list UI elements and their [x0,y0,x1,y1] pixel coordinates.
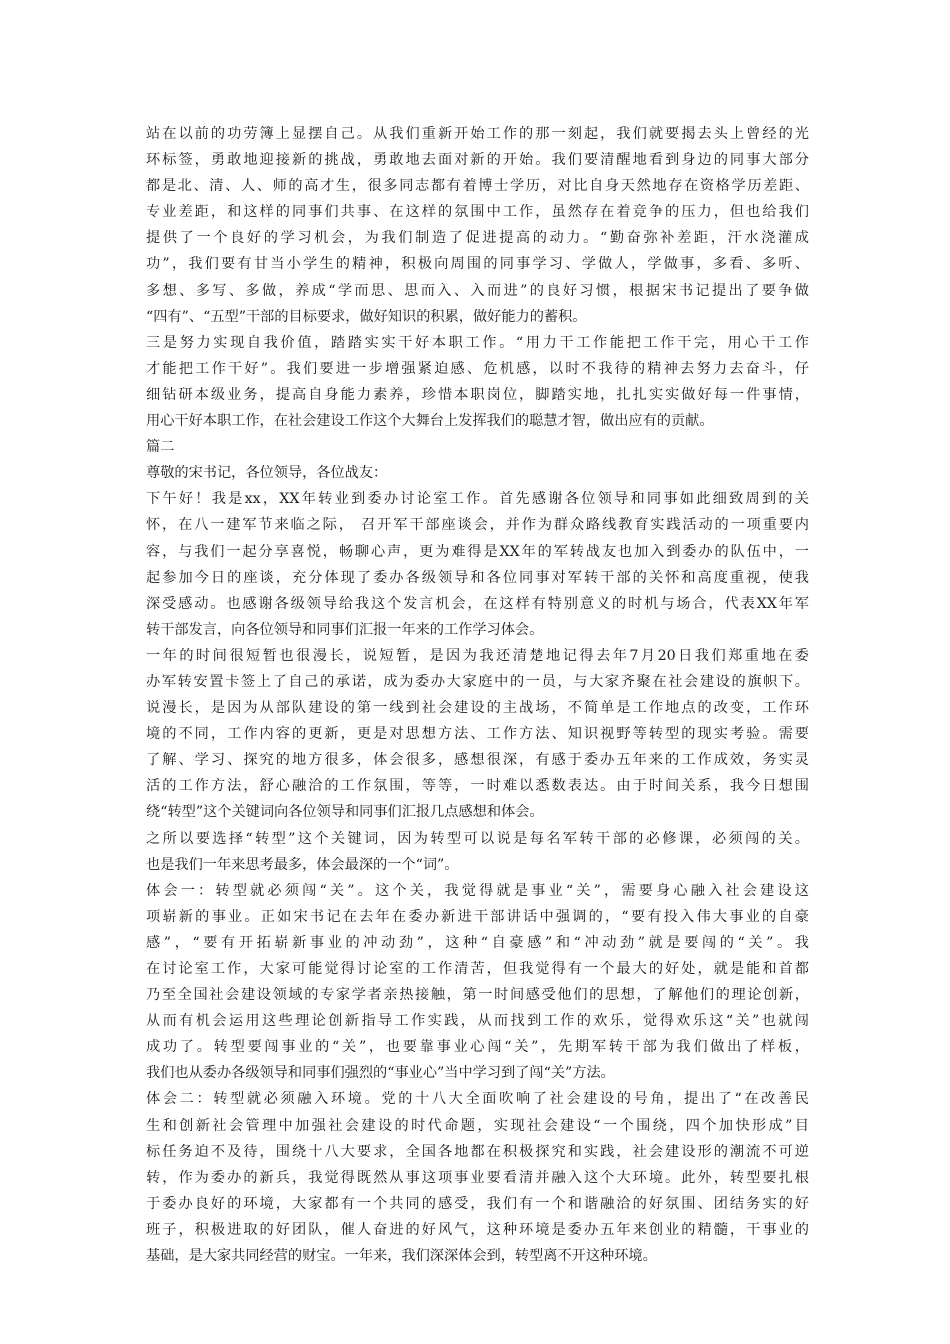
text-line: 尊敬的宋书记，各位领导，各位战友： [146,465,388,482]
text-line: 环标签，勇敢地迎接新的挑战，勇敢地去面对新的开始。我们要清醒地看到身边的同事大部分 [146,152,809,169]
text-line: 下午好！我是xx，XX年转业到委办讨论室工作。首先感谢各位领导和同事如此细致周到的关 [146,491,809,508]
text-line: 之所以要选择“转型”这个关键词，因为转型可以说是每名军转干部的必修课，必须闯的关。 [146,830,809,847]
document-body [146,121,809,1269]
text-line: 提供了一个良好的学习机会，为我们制造了促进提高的动力。“勤奋弥补差距，汗水浇灌成 [146,230,809,247]
text-line: 了解、学习、探究的地方很多，体会很多，感想很深，有感于委办五年来的工作成效，务实灵 [146,752,809,769]
text-line: 在讨论室工作，大家可能觉得讨论室的工作清苦，但我觉得有一个最大的好处，就是能和首都 [146,961,809,977]
text-line: 起参加今日的座谈，充分体现了委办各级领导和各位同事对军转干部的关怀和高度重视，使我 [146,569,809,586]
text-line: 三是努力实现自我价值，踏踏实实干好本职工作。“用力干工作能把工作干完，用心干工作 [146,334,809,351]
text-line: 标任务迫不及待，围绕十八大要求，全国各地都在积极探究和实践，社会建设形的潮流不可逆 [146,1143,809,1160]
text-line: 怀，在八一建军节来临之际， 召开军干部座谈会，并作为群众路线教育实践活动的一项重要内 [146,517,809,534]
text-line: 活的工作方法，舒心融洽的工作氛围，等等，一时难以悉数表达。由于时间关系，我今日想围 [146,778,809,795]
text-line: 从而有机会运用这些理论创新指导工作实践，从而找到工作的欢乐，觉得欢乐这“关”也就闯 [146,1013,809,1030]
text-line: 才能把工作干好”。我们要进一步增强紧迫感、危机感，以时不我待的精神去努力去奋斗，仔 [146,360,809,377]
text-line: 一年的时间很短暂也很漫长，说短暂，是因为我还清楚地记得去年7月20日我们郑重地在委 [146,647,809,664]
text-line: 生和创新社会管理中加强社会建设的时代命题，实现社会建设“一个围绕，四个加快形成”目 [146,1117,809,1134]
text-line: 项崭新的事业。正如宋书记在去年在委办新进干部讲话中强调的，“要有投入伟大事业的自豪 [146,908,809,925]
text-line: 办军转安置卡签上了自己的承诺，成为委办大家庭中的一员，与大家齐聚在社会建设的旗帜下。 [146,673,809,690]
text-line: 基础，是大家共同经营的财宝。一年来，我们深深体会到，转型离不开这种环境。 [146,1248,657,1265]
text-line: 转，作为委办的新兵，我觉得既然从事这项事业要看清并融入这个大环境。此外，转型要扎根 [146,1169,809,1186]
text-line: 站在以前的功劳簿上显摆自己。从我们重新开始工作的那一刻起，我们就要揭去头上曾经的光 [146,126,809,142]
text-line: “四有”、“五型”干部的目标要求，做好知识的积累，做好能力的蓄积。 [146,308,587,325]
text-line: 也是我们一年来思考最多，体会最深的一个“词”。 [146,856,459,873]
text-line: 深受感动。也感谢各级领导给我这个发言机会，在这样有特别意义的时机与场合，代表XX年军 [146,595,809,612]
text-line: 体会一：转型就必须闯“关”。这个关，我觉得就是事业“关”，需要身心融入社会建设这 [146,882,809,899]
text-line: 成功了。转型要闯事业的“关”，也要靠事业心闯“关”，先期军转干部为我们做出了样板， [146,1039,809,1056]
text-line: 乃至全国社会建设领域的专家学者亲热接触，第一时间感受他们的思想，了解他们的理论创新， [146,987,809,1004]
text-line: 说漫长，是因为从部队建设的第一线到社会建设的主战场，不简单是工作地点的改变，工作环 [146,700,809,717]
text-line: 容，与我们一起分享喜悦，畅聊心声，更为难得是XX年的军转战友也加入到委办的队伍中，一 [146,543,809,560]
text-line: 用心干好本职工作，在社会建设工作这个大舞台上发挥我们的聪慧才智，做出应有的贡献。 [146,413,714,430]
text-line: 功”，我们要有甘当小学生的精神，积极向周围的同事学习、学做人，学做事，多看、多听、 [146,256,809,273]
text-line: 细钻研本级业务，提高自身能力素养，珍惜本职岗位，脚踏实地，扎扎实实做好每一件事情， [146,386,809,403]
text-line: 多想、多写、多做，养成“学而思、思而入、入而进”的良好习惯，根据宋书记提出了要争做 [146,282,809,299]
text-line: 绕“转型”这个关键词向各位领导和同事们汇报几点感想和体会。 [146,804,544,821]
text-line: 班子，积极进取的好团队，催人奋进的好风气，这种环境是委办五年来创业的精髓，干事业的 [146,1221,809,1238]
text-line: 我们也从委办各级领导和同事们强烈的“事业心”当中学习到了闯“关”方法。 [146,1065,615,1082]
text-line: 都是北、清、人、师的高才生，很多同志都有着博士学历，对比自身天然地存在资格学历差距、 [146,178,809,195]
text-line: 专业差距，和这样的同事们共事、在这样的氛围中工作，虽然存在着竞争的压力，但也给我们 [146,204,809,221]
text-line: 体会二：转型就必须融入环境。党的十八大全面吹响了社会建设的号角，提出了“在改善民 [146,1091,809,1108]
text-line: 篇二 [146,439,175,456]
text-line: 转干部发言，向各位领导和同事们汇报一年来的工作学习体会。 [146,621,544,638]
text-line: 境的不同，工作内容的更新，更是对思想方法、工作方法、知识视野等转型的现实考验。需要 [146,726,809,743]
text-line: 感”，“要有开拓崭新事业的冲动劲”，这种“自豪感”和“冲动劲”就是要闯的“关”。我 [146,934,809,951]
text-line: 于委办良好的环境，大家都有一个共同的感受，我们有一个和谐融洽的好氛围、团结务实的好 [146,1195,809,1212]
